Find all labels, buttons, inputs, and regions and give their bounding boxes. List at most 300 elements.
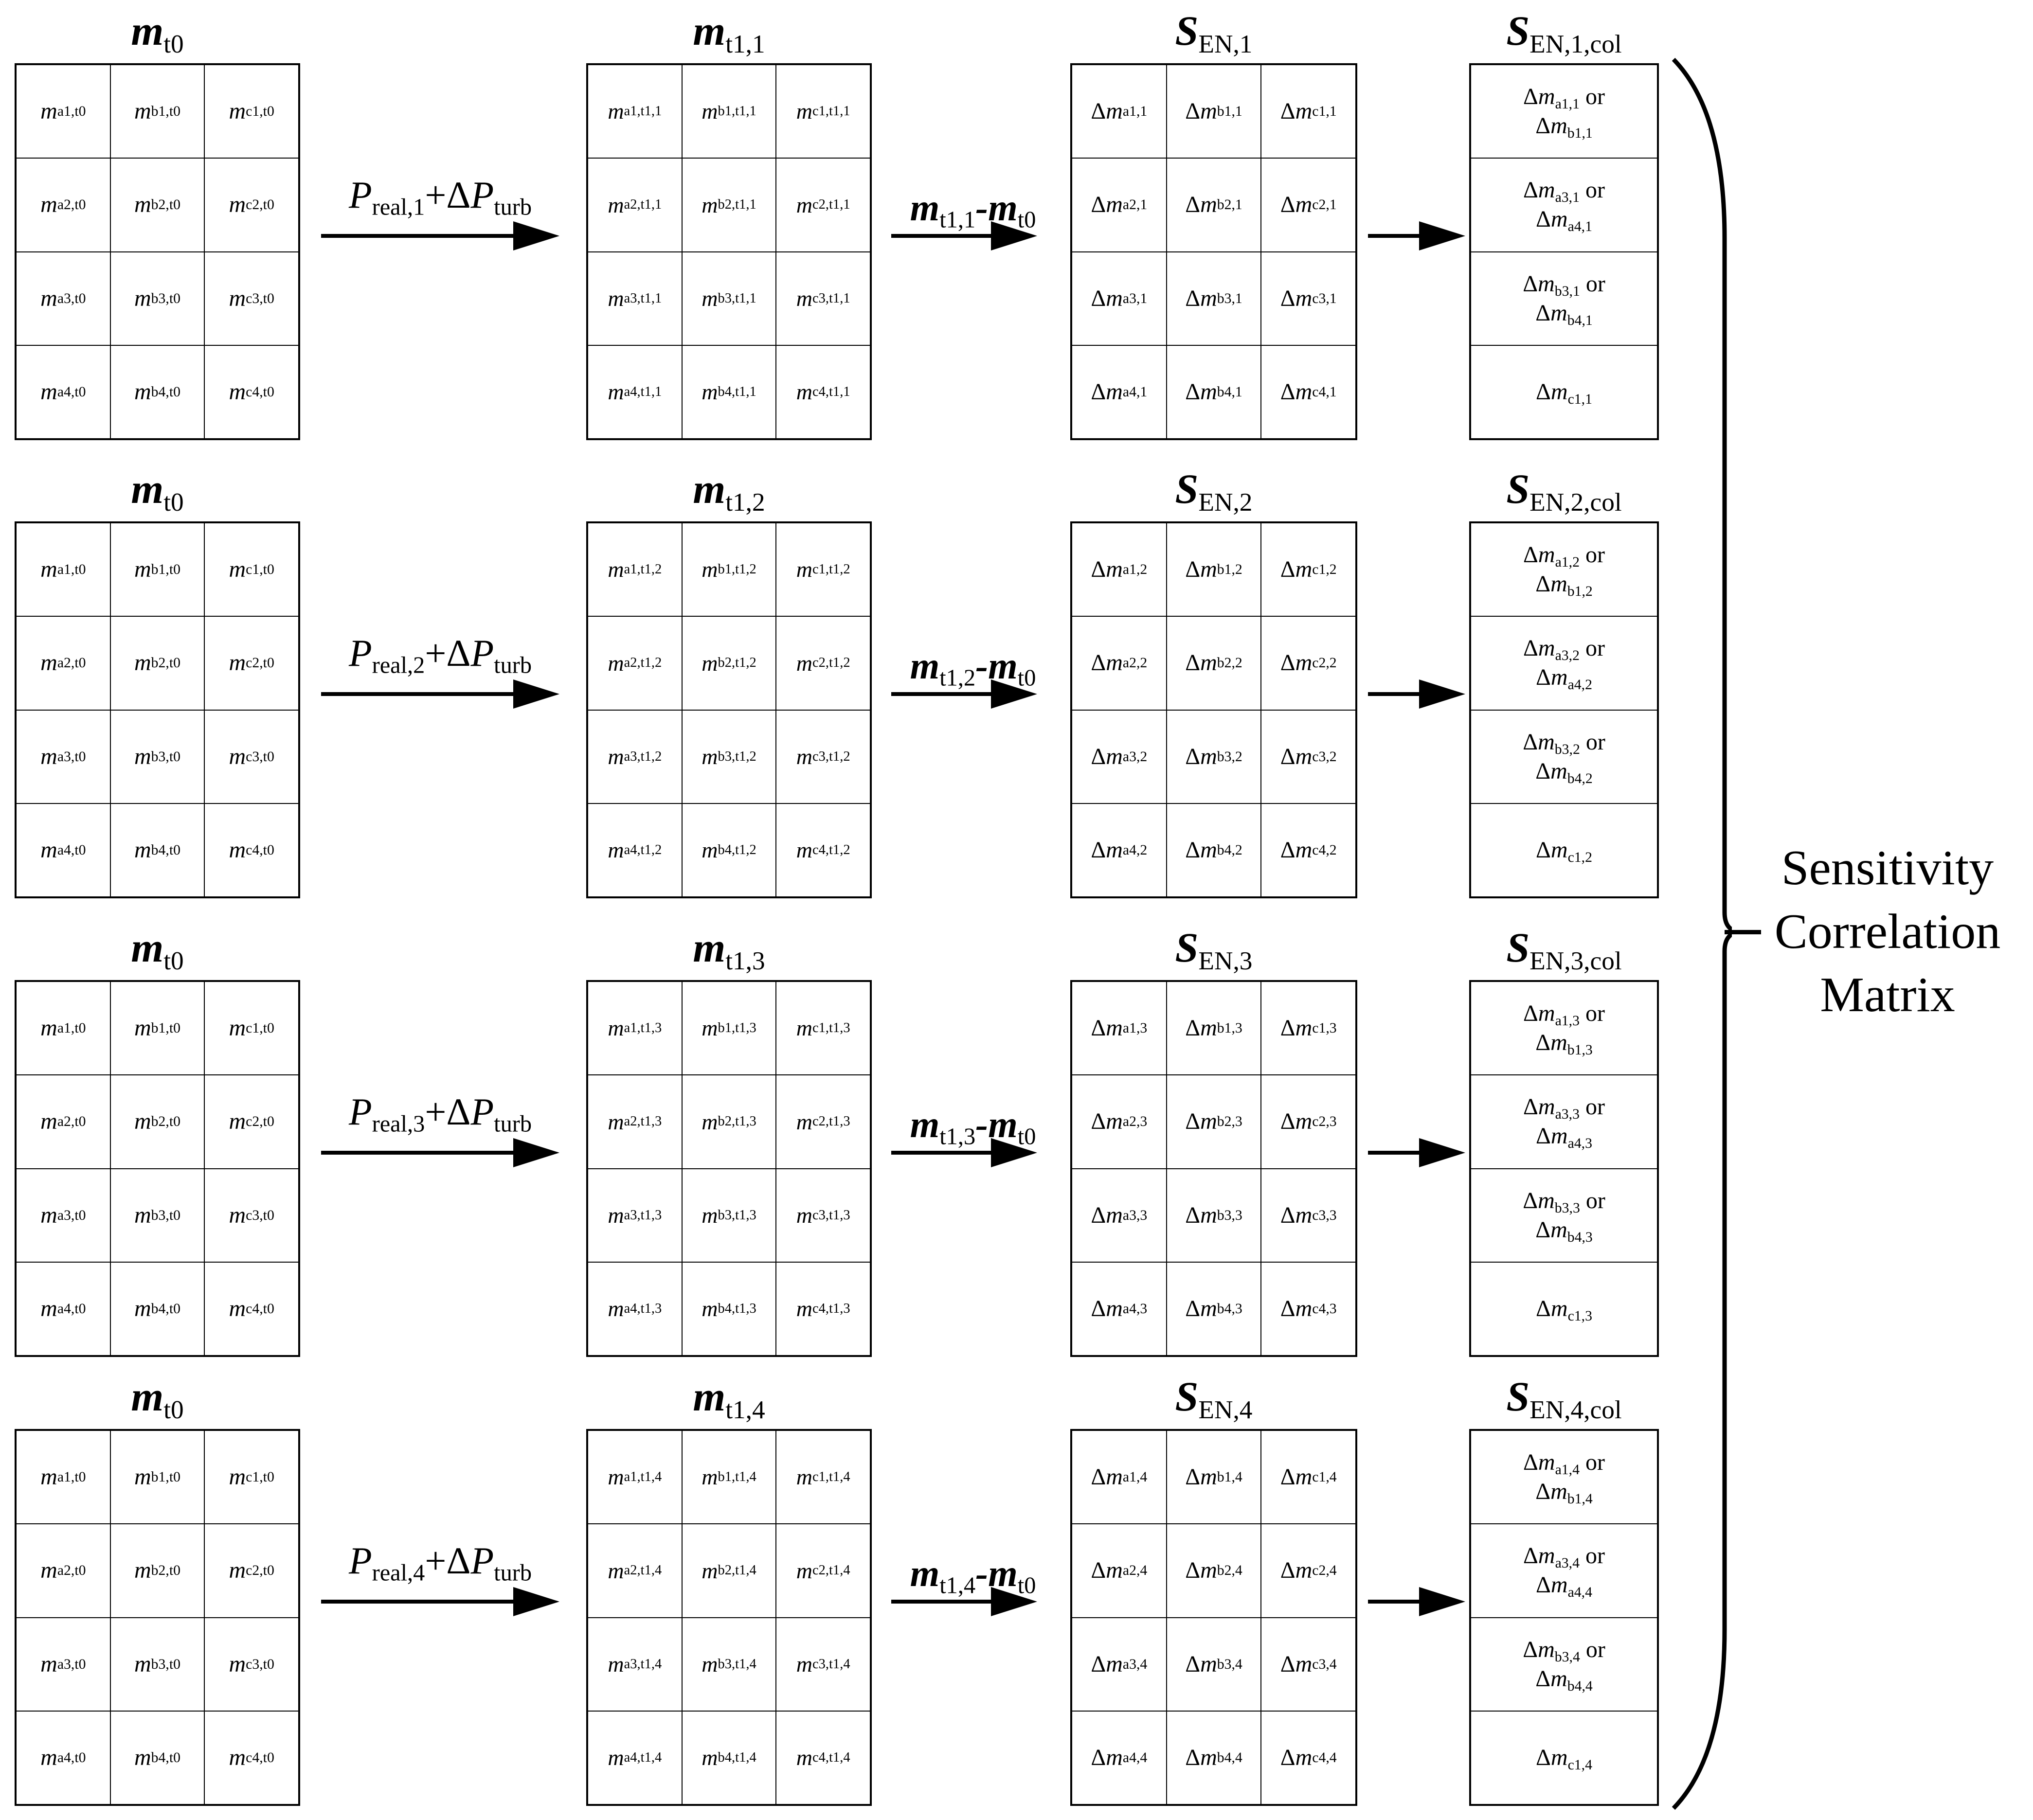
matrix-cell: Δ m c3,1 [1261,252,1356,345]
cell-symbol: m [40,743,57,769]
delta-symbol: Δ [1091,743,1106,769]
cell-symbol: m [134,1744,151,1770]
matrix-cell: Δ m a2,2 [1072,616,1167,710]
matrix-cell: m a3,t0 [16,252,110,345]
matrix-cell: Δ m c4,3 [1261,1262,1356,1356]
matrix-cell: m b4,t0 [110,1262,205,1356]
column-vector-cell [1471,1430,1657,1524]
plus-delta: +Δ [425,1539,471,1582]
cell-symbol: m [40,1744,57,1770]
diff-symbol-b: m [988,186,1018,229]
matrix-cell: m c4,t0 [204,1711,299,1804]
title-symbol: S [1506,7,1530,54]
matrix-cell: m a3,t0 [16,1169,110,1262]
cell-symbol: m [1538,84,1555,110]
matrix-cell: m b2,t0 [110,158,205,251]
cell-symbol: m [134,650,151,676]
title-subscript: EN,2 [1198,487,1253,517]
minus-sign: - [975,1552,989,1594]
cell-line [1535,757,1593,786]
cell-symbol: m [40,1015,57,1041]
matrix-cell: Δ m c2,2 [1261,616,1356,710]
matrix-cell: m b2,t0 [110,616,205,710]
matrix-cell: m a2,t0 [16,158,110,251]
or-word: or [1579,1000,1605,1027]
cell-subscript: c1,3 [1567,1307,1592,1324]
title-subscript: EN,1,col [1529,29,1622,58]
cell-symbol: m [702,1558,718,1583]
perturbation-label [292,1539,589,1586]
title-subscript: t0 [163,1394,184,1424]
matrix-cell: m a1,t0 [16,1430,110,1524]
perturbation-label [292,1090,589,1137]
arrow-head [1419,1138,1465,1167]
cell-symbol: m [1538,1187,1555,1213]
matrix-cell: m c2,t1,2 [776,616,870,710]
delta-symbol: Δ [1535,571,1551,597]
arrow-shaft [321,692,516,696]
or-word: or [1580,729,1605,755]
diff-symbol-a: m [910,1103,940,1145]
cell-symbol: m [608,285,624,311]
cell-line [1523,1448,1605,1477]
delta-symbol: Δ [1091,1202,1106,1228]
cell-line [1523,82,1605,111]
matrix-cell: Δ m b4,2 [1167,803,1261,897]
matrix-cell: m c3,t0 [204,1169,299,1262]
flow-arrow [321,1587,559,1616]
delta-symbol: Δ [1091,378,1106,405]
power-symbol: P [348,632,372,674]
cell-symbol: m [608,1745,624,1770]
right-curly-bracket [1664,54,1732,1814]
arrow-shaft [321,234,516,238]
cell-symbol: m [1295,837,1313,863]
matrix-cell: m a3,t1,2 [588,710,682,803]
turb-symbol: P [470,174,494,216]
cell-symbol: m [1106,1744,1123,1770]
matrix-cell: m c1,t0 [204,1430,299,1524]
cell-subscript: b3,1 [1554,283,1580,299]
diff-subscript-a: t1,2 [939,665,976,691]
matrix-cell: m c2,t0 [204,616,299,710]
cell-symbol: m [134,1202,151,1228]
matrix-cell: m c2,t1,1 [776,158,870,251]
cell-line [1535,570,1593,599]
cell-symbol: m [796,1745,812,1770]
matrix-cell: m a2,t1,1 [588,158,682,251]
title-symbol: m [693,924,726,971]
cell-symbol: m [1550,1295,1568,1321]
cell-line [1536,663,1592,692]
cell-symbol: m [1538,177,1555,203]
title-subscript: EN,4,col [1529,1394,1622,1424]
matrix-cell: m b1,t1,2 [682,523,776,616]
cell-symbol: m [702,1464,718,1490]
matrix-cell: Δ m b4,4 [1167,1711,1261,1804]
flow-arrow [321,679,559,709]
matrix-cell: m c2,t0 [204,1075,299,1168]
column-vector-cell [1471,345,1657,439]
cell-symbol: m [608,99,624,124]
or-word: or [1579,1094,1605,1120]
perturbed-mass-matrix [586,521,872,898]
matrix-cell: Δ m b3,1 [1167,252,1261,345]
matrix-cell: Δ m b1,1 [1167,65,1261,158]
sensitivity-correlation-matrix-label [1761,837,2014,1027]
cell-symbol: m [1106,192,1123,218]
cell-subscript: b3,4 [1554,1648,1580,1665]
cell-subscript: a3,1 [1555,189,1580,206]
delta-symbol: Δ [1185,743,1201,769]
matrix-cell: m b4,t1,1 [682,345,776,439]
turb-symbol: P [470,1539,494,1582]
cell-symbol: m [796,192,812,217]
cell-symbol: m [1200,556,1217,583]
initial-mass-matrix [15,980,300,1357]
matrix-cell: Δ m c1,1 [1261,65,1356,158]
column-vector-cell [1471,523,1657,616]
cell-symbol: m [608,650,624,676]
matrix-cell: m a4,t0 [16,803,110,897]
column-vector-title [1469,924,1659,975]
matrix-cell: m a3,t1,1 [588,252,682,345]
perturbed-matrix-title [586,7,872,58]
cell-symbol: m [134,837,151,863]
cell-subscript: b1,1 [1567,125,1593,142]
flow-arrow [1368,221,1465,250]
delta-symbol: Δ [1523,542,1538,568]
arrow-shaft [891,692,993,696]
cell-line [1523,728,1605,757]
cell-symbol: m [1550,1744,1568,1770]
matrix-cell: Δ m a4,1 [1072,345,1167,439]
initial-matrix-title [15,7,300,58]
difference-label [871,1103,1075,1150]
column-vector-title [1469,465,1659,517]
title-symbol: S [1506,1373,1530,1420]
title-subscript: t0 [163,487,184,517]
delta-symbol: Δ [1280,743,1295,769]
cell-symbol: m [1550,664,1568,691]
cell-line [1523,176,1605,205]
diff-subscript-a: t1,1 [939,207,976,233]
cell-symbol: m [608,557,624,582]
matrix-cell: m b3,t0 [110,1618,205,1711]
cell-symbol: m [796,1202,812,1228]
difference-label [871,644,1075,691]
column-vector-cell [1471,981,1657,1075]
cell-symbol: m [40,556,57,583]
column-vector-cell [1471,65,1657,158]
matrix-cell: m b1,t0 [110,981,205,1075]
matrix-cell: m b3,t0 [110,252,205,345]
matrix-cell: Δ m a2,4 [1072,1524,1167,1617]
cell-symbol: m [229,192,246,218]
cell-symbol: m [702,557,718,582]
title-symbol: S [1506,924,1530,971]
matrix-cell: m b2,t1,3 [682,1075,776,1168]
matrix-cell: Δ m c4,4 [1261,1711,1356,1804]
cell-line [1523,1186,1605,1215]
matrix-cell: Δ m b4,3 [1167,1262,1261,1356]
cell-symbol: m [1538,542,1555,568]
power-symbol: P [348,1539,372,1582]
cell-subscript: c1,4 [1567,1756,1592,1773]
cell-symbol: m [1200,1651,1217,1677]
perturbed-mass-matrix [586,980,872,1357]
or-word: or [1579,635,1605,661]
delta-symbol: Δ [1185,1015,1201,1041]
minus-sign: - [975,644,989,687]
matrix-cell: m a2,t0 [16,616,110,710]
bracket-lower-arm [1673,932,1732,1808]
cell-symbol: m [134,98,151,125]
cell-symbol: m [796,1464,812,1490]
cell-symbol: m [1200,1108,1217,1135]
cell-line [1523,269,1605,299]
matrix-cell: m c3,t1,2 [776,710,870,803]
cell-symbol: m [229,1464,246,1490]
cell-symbol: m [1106,1557,1123,1584]
diff-subscript-a: t1,4 [939,1572,976,1599]
cell-symbol: m [40,1108,57,1135]
cell-symbol: m [608,1109,624,1134]
matrix-cell: Δ m a2,1 [1072,158,1167,251]
cell-symbol: m [1106,837,1123,863]
or-word: or [1579,1449,1605,1476]
plus-delta: +Δ [425,632,471,674]
column-vector-cell [1471,616,1657,710]
delta-symbol: Δ [1091,285,1106,311]
matrix-cell: Δ m b3,3 [1167,1169,1261,1262]
delta-symbol: Δ [1280,837,1295,863]
arrow-shaft [891,234,993,238]
delta-symbol: Δ [1523,1187,1538,1213]
delta-symbol: Δ [1185,1557,1201,1584]
matrix-cell: Δ m a2,3 [1072,1075,1167,1168]
cell-symbol: m [229,1295,246,1321]
matrix-cell: m c3,t0 [204,1618,299,1711]
result-line-2: Correlation [1774,904,2001,959]
cell-symbol: m [1295,1744,1313,1770]
cell-symbol: m [1106,1108,1123,1135]
arrow-shaft [891,1151,993,1155]
bracket-upper-arm [1673,59,1732,932]
cell-symbol: m [1295,1557,1313,1584]
cell-symbol: m [702,838,718,863]
cell-symbol: m [1106,1015,1123,1041]
column-vector-cell [1471,1169,1657,1262]
cell-symbol: m [229,1108,246,1135]
cell-symbol: m [1295,1464,1313,1490]
cell-symbol: m [40,1202,57,1228]
matrix-cell: Δ m a1,1 [1072,65,1167,158]
cell-line [1523,1092,1605,1122]
cell-symbol: m [1295,650,1313,676]
cell-symbol: m [1550,300,1567,326]
delta-symbol: Δ [1523,177,1538,203]
initial-mass-matrix [15,521,300,898]
delta-symbol: Δ [1535,1030,1551,1056]
or-word: or [1579,542,1605,568]
cell-symbol: m [702,99,718,124]
cell-symbol: m [1200,192,1217,218]
cell-line [1536,1743,1592,1772]
cell-symbol: m [608,1558,624,1583]
matrix-cell: m b1,t1,1 [682,65,776,158]
or-word: or [1579,1543,1605,1569]
column-vector-cell [1471,1262,1657,1356]
matrix-cell: m a2,t0 [16,1524,110,1617]
cell-symbol: m [1200,650,1217,676]
column-vector-cell [1471,1524,1657,1617]
title-subscript: EN,4 [1198,1394,1253,1424]
matrix-cell: Δ m a3,1 [1072,252,1167,345]
matrix-cell: m a4,t1,3 [588,1262,682,1356]
sensitivity-column-vector [1469,980,1659,1357]
cell-symbol: m [1295,556,1313,583]
cell-subscript: a1,3 [1555,1013,1580,1029]
cell-symbol: m [1106,1295,1123,1321]
cell-symbol: m [134,1295,151,1321]
cell-subscript: b3,3 [1554,1199,1580,1216]
flow-arrow [1368,679,1465,709]
cell-line [1523,999,1605,1028]
cell-symbol: m [1200,1744,1217,1770]
delta-symbol: Δ [1280,1557,1295,1584]
column-vector-cell [1471,1618,1657,1711]
delta-symbol: Δ [1091,98,1106,125]
matrix-cell: m b1,t1,3 [682,981,776,1075]
matrix-cell: m b3,t1,3 [682,1169,776,1262]
cell-symbol: m [229,1557,246,1584]
cell-symbol: m [40,1557,57,1584]
sensitivity-matrix [1070,1429,1357,1806]
cell-symbol: m [1200,1295,1217,1321]
cell-symbol: m [1200,98,1217,125]
cell-symbol: m [1538,270,1555,297]
matrix-cell: Δ m c4,2 [1261,803,1356,897]
matrix-cell: Δ m b2,2 [1167,616,1261,710]
arrow-head [513,1587,559,1616]
diff-symbol-b: m [988,1103,1018,1145]
cell-subscript: b3,2 [1554,741,1580,757]
matrix-cell: m a3,t1,3 [588,1169,682,1262]
delta-symbol: Δ [1185,98,1201,125]
cell-symbol: m [1538,1094,1555,1120]
delta-symbol: Δ [1280,1108,1295,1135]
arrow-head [513,679,559,709]
delta-symbol: Δ [1091,650,1106,676]
cell-subscript: c1,1 [1567,391,1592,407]
cell-subscript: a4,3 [1567,1135,1592,1152]
matrix-cell: m c4,t0 [204,345,299,439]
delta-symbol: Δ [1523,1449,1538,1476]
delta-symbol: Δ [1536,1744,1551,1770]
delta-symbol: Δ [1536,378,1551,405]
diff-subscript-b: t0 [1017,1572,1036,1599]
perturbed-matrix-title [586,1373,872,1424]
cell-subscript: b4,2 [1567,770,1593,786]
cell-symbol: m [608,838,624,863]
cell-line [1535,1664,1593,1694]
cell-symbol: m [1295,1295,1313,1321]
cell-symbol: m [1550,571,1567,597]
matrix-cell: Δ m c1,3 [1261,981,1356,1075]
cell-line [1535,111,1593,141]
cell-symbol: m [702,650,718,676]
turb-subscript: turb [494,652,532,678]
arrow-head [513,221,559,250]
title-symbol: m [131,924,164,971]
matrix-cell: Δ m a4,4 [1072,1711,1167,1804]
cell-symbol: m [796,1109,812,1134]
delta-symbol: Δ [1185,556,1201,583]
or-word: or [1580,1187,1605,1213]
power-subscript: real,4 [372,1560,425,1586]
or-word: or [1579,84,1605,110]
matrix-cell: m a1,t1,2 [588,523,682,616]
cell-line [1536,1122,1592,1151]
cell-symbol: m [134,378,151,405]
cell-symbol: m [796,1016,812,1041]
column-vector-cell [1471,803,1657,897]
matrix-cell: m a1,t1,1 [588,65,682,158]
cell-symbol: m [702,744,718,769]
cell-symbol: m [608,379,624,405]
title-subscript: t0 [163,946,184,975]
turb-symbol: P [470,632,494,674]
matrix-cell: m b3,t0 [110,1169,205,1262]
matrix-cell: m b1,t0 [110,1430,205,1524]
cell-symbol: m [40,1464,57,1490]
flow-arrow [321,1138,559,1167]
cell-symbol: m [1550,1216,1567,1243]
perturbation-label [292,632,589,678]
delta-symbol: Δ [1185,378,1201,405]
cell-symbol: m [134,1557,151,1584]
matrix-cell: Δ m a1,4 [1072,1430,1167,1524]
sensitivity-matrix [1070,521,1357,898]
column-vector-cell [1471,1075,1657,1168]
perturbed-matrix-title [586,924,872,975]
delta-symbol: Δ [1535,1216,1551,1243]
cell-line [1523,1541,1605,1570]
cell-symbol: m [40,192,57,218]
cell-symbol: m [229,1202,246,1228]
delta-symbol: Δ [1280,1295,1295,1321]
power-subscript: real,2 [372,652,425,678]
delta-symbol: Δ [1523,270,1538,297]
cell-subscript: a3,2 [1555,647,1580,664]
delta-symbol: Δ [1091,1108,1106,1135]
matrix-cell: Δ m b1,2 [1167,523,1261,616]
arrow-shaft [1368,234,1421,238]
cell-symbol: m [1106,1202,1123,1228]
matrix-cell: Δ m c3,4 [1261,1618,1356,1711]
cell-symbol: m [1106,743,1123,769]
matrix-cell: m a3,t0 [16,710,110,803]
turb-symbol: P [470,1090,494,1133]
matrix-cell: m c2,t1,3 [776,1075,870,1168]
cell-subscript: a3,3 [1555,1106,1580,1123]
cell-symbol: m [1295,1202,1313,1228]
delta-symbol: Δ [1536,664,1551,691]
title-subscript: t1,1 [725,29,765,58]
matrix-cell: Δ m c1,2 [1261,523,1356,616]
matrix-cell: Δ m c2,1 [1261,158,1356,251]
